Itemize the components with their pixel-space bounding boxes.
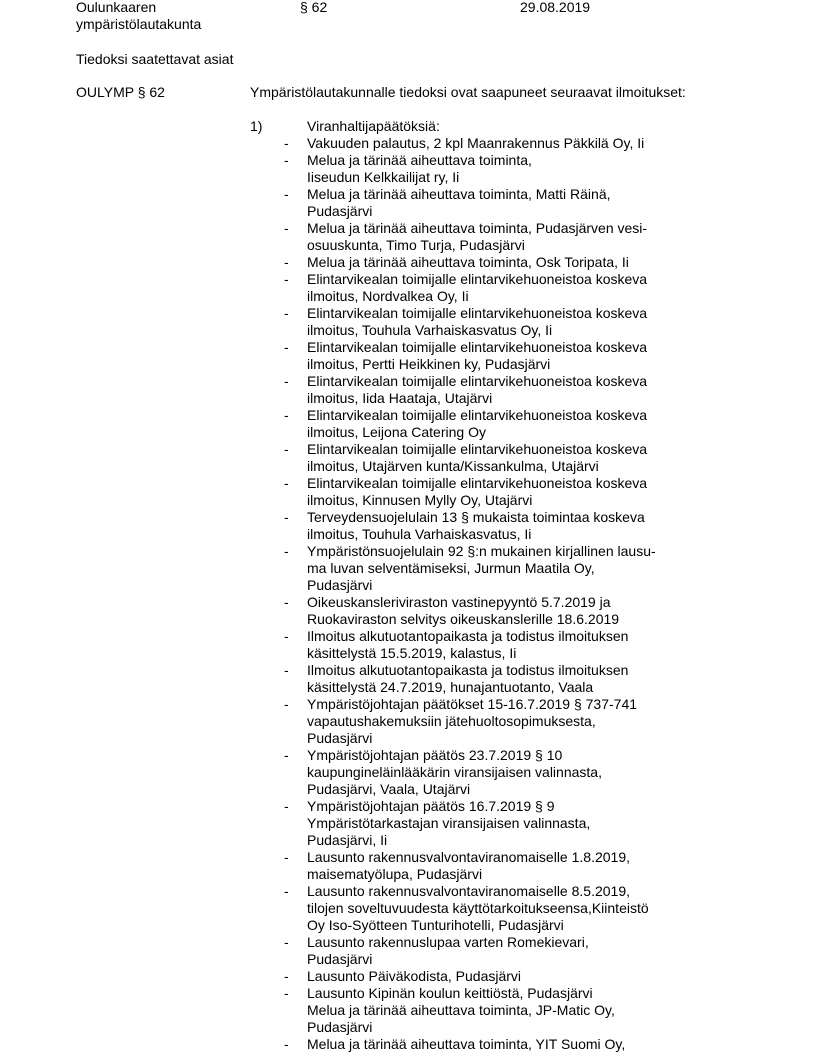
list-item-line: ilmoitus, Pertti Heikkinen ky, Pudasjärvi: [307, 356, 551, 372]
list-bullet: -: [284, 696, 289, 712]
list-item-line: Lausunto rakennusvalvontaviranomaiselle 8.5.2019,: [307, 883, 630, 899]
list-item-line: Pudasjärvi: [307, 730, 373, 746]
list-item-line: Ympäristöjohtajan päätös 16.7.2019 § 9: [307, 798, 555, 814]
list-item: [0, 662, 656, 696]
list-heading: Viranhaltijapäätöksiä:: [307, 118, 440, 134]
list-item-line: Elintarvikealan toimijalle elintarvikehuoneistoa koskeva: [307, 407, 648, 423]
list-item-line: Elintarvikealan toimijalle elintarvikehuoneistoa koskeva: [307, 373, 648, 389]
list-item-line: Melua ja tärinää aiheuttava toiminta,: [307, 152, 532, 168]
list-item-line: ilmoitus, Iida Haataja, Utajärvi: [307, 390, 493, 406]
list-bullet: -: [284, 849, 289, 865]
list-item: [0, 934, 656, 968]
header-organization-line: Oulunkaaren: [76, 0, 157, 15]
list-item: [0, 849, 656, 883]
list-item-line: Melua ja tärinää aiheuttava toiminta, Matti Räinä,: [307, 186, 611, 202]
list-item-line: Ilmoitus alkutuotantopaikasta ja todistus ilmoituksen: [307, 662, 629, 678]
list-item-line: Lausunto rakennusvalvontaviranomaiselle 1.8.2019,: [307, 849, 630, 865]
decisions-list: [0, 135, 656, 1053]
list-item-line: Iiseudun Kelkkailijat ry, Ii: [307, 169, 460, 185]
header-organization-line: ympäristölautakunta: [76, 16, 202, 32]
list-item-line: Oy Iso-Syötteen Tunturihotelli, Pudasjärvi: [307, 917, 564, 933]
list-bullet: -: [284, 968, 289, 984]
list-bullet: -: [284, 662, 289, 678]
list-number: 1): [250, 118, 263, 134]
list-item-line: Terveydensuojelulain 13 § mukaista toimintaa koskeva: [307, 509, 645, 525]
list-bullet: -: [284, 475, 289, 491]
list-bullet: -: [284, 798, 289, 814]
list-item: [0, 220, 656, 254]
list-bullet: -: [284, 152, 289, 168]
list-item-line: Elintarvikealan toimijalle elintarvikehuoneistoa koskeva: [307, 475, 648, 491]
list-item: [0, 696, 656, 747]
list-item-line: käsittelystä 24.7.2019, hunajantuotanto, Vaala: [307, 679, 594, 695]
list-item-line: ilmoitus, Utajärven kunta/Kissankulma, Utajärvi: [307, 458, 599, 474]
header-organization: [76, 0, 201, 33]
list-bullet: -: [284, 1036, 289, 1052]
list-bullet: -: [284, 883, 289, 899]
list-bullet: -: [284, 271, 289, 287]
list-item-line: ilmoitus, Kinnusen Mylly Oy, Utajärvi: [307, 492, 533, 508]
list-item-line: ma luvan selventämiseksi, Jurmun Maatila Oy,: [307, 560, 595, 576]
list-item: [0, 1036, 656, 1053]
list-item: [0, 883, 656, 934]
list-item-line: Pudasjärvi: [307, 577, 373, 593]
list-item: [0, 628, 656, 662]
list-item-line: Vakuuden palautus, 2 kpl Maanrakennus Päkkilä Oy, Ii: [307, 135, 645, 151]
list-item-line: Oikeuskansleriviraston vastinepyyntö 5.7.2019 ja: [307, 594, 611, 610]
list-bullet: -: [284, 985, 289, 1001]
list-item: [0, 509, 656, 543]
list-item-line: Elintarvikealan toimijalle elintarvikehuoneistoa koskeva: [307, 305, 648, 321]
list-item-line: ilmoitus, Touhula Varhaiskasvatus, Ii: [307, 526, 532, 542]
list-item-line: Pudasjärvi: [307, 951, 373, 967]
list-bullet: -: [284, 543, 289, 559]
header-section: § 62: [300, 0, 328, 15]
list-item-line: tilojen soveltuvuudesta käyttötarkoitukseensa,Kiinteistö: [307, 900, 649, 916]
list-item: [0, 152, 656, 186]
list-item: [0, 135, 656, 152]
list-item-line: Pudasjärvi, Vaala, Utajärvi: [307, 781, 471, 797]
list-item: [0, 798, 656, 849]
list-bullet: -: [284, 254, 289, 270]
list-bullet: -: [284, 135, 289, 151]
list-item: [0, 968, 656, 985]
list-item: [0, 186, 656, 220]
list-item-line: ilmoitus, Nordvalkea Oy, Ii: [307, 288, 469, 304]
list-bullet: -: [284, 373, 289, 389]
section-reference: OULYMP § 62: [76, 84, 165, 100]
list-item-line: Melua ja tärinää aiheuttava toiminta, YIT Suomi Oy,: [307, 1036, 626, 1052]
list-item-line: vapautushakemuksiin jätehuoltosopimuksesta,: [307, 713, 596, 729]
list-item: [0, 543, 656, 594]
list-item: [0, 305, 656, 339]
list-item: [0, 747, 656, 798]
list-item-line: Pudasjärvi: [307, 1019, 373, 1035]
list-item-line: Ympäristötarkastajan viransijaisen valinnasta,: [307, 815, 591, 831]
list-bullet: -: [284, 509, 289, 525]
list-item: [0, 441, 656, 475]
list-bullet: -: [284, 186, 289, 202]
list-bullet: -: [284, 594, 289, 610]
list-item-line: Lausunto rakennuslupaa varten Romekievari,: [307, 934, 589, 950]
list-item: [0, 594, 656, 628]
list-item-line: Ympäristöjohtajan päätökset 15-16.7.2019 § 737-741: [307, 696, 638, 712]
list-item-line: Ruokaviraston selvitys oikeuskanslerille 18.6.2019: [307, 611, 620, 627]
header-date: 29.08.2019: [520, 0, 591, 15]
list-item: [0, 254, 656, 271]
list-item: [0, 985, 656, 1036]
list-bullet: -: [284, 441, 289, 457]
list-bullet: -: [284, 934, 289, 950]
list-bullet: -: [284, 305, 289, 321]
intro-text: Ympäristölautakunnalle tiedoksi ovat saapuneet seuraavat ilmoitukset:: [250, 84, 686, 100]
list-item-line: ilmoitus, Touhula Varhaiskasvatus Oy, Ii: [307, 322, 553, 338]
list-item-line: Elintarvikealan toimijalle elintarvikehuoneistoa koskeva: [307, 441, 648, 457]
list-bullet: -: [284, 339, 289, 355]
list-item-line: Elintarvikealan toimijalle elintarvikehuoneistoa koskeva: [307, 271, 648, 287]
list-item: [0, 373, 656, 407]
list-bullet: -: [284, 220, 289, 236]
list-item-line: Ympäristönsuojelulain 92 §:n mukainen kirjallinen lausu-: [307, 543, 656, 559]
list-item-line: Melua ja tärinää aiheuttava toiminta, Pudasjärven vesi-: [307, 220, 648, 236]
list-bullet: -: [284, 628, 289, 644]
list-bullet: -: [284, 747, 289, 763]
list-item-line: Pudasjärvi, Ii: [307, 832, 388, 848]
list-item-line: ilmoitus, Leijona Catering Oy: [307, 424, 486, 440]
list-item-line: Melua ja tärinää aiheuttava toiminta, Osk Toripata, Ii: [307, 254, 629, 270]
list-item-line: Elintarvikealan toimijalle elintarvikehuoneistoa koskeva: [307, 339, 648, 355]
list-item: [0, 407, 656, 441]
list-item-line: käsittelystä 15.5.2019, kalastus, Ii: [307, 645, 517, 661]
list-bullet: -: [284, 407, 289, 423]
list-item-line: Melua ja tärinää aiheuttava toiminta, JP-Matic Oy,: [307, 1002, 615, 1018]
list-item-line: Lausunto Päiväkodista, Pudasjärvi: [307, 968, 522, 984]
list-item: [0, 339, 656, 373]
list-item-line: Ympäristöjohtajan päätös 23.7.2019 § 10: [307, 747, 563, 763]
list-item: [0, 271, 656, 305]
list-item-line: kaupungineläinlääkärin viransijaisen valinnasta,: [307, 764, 602, 780]
subject-title: Tiedoksi saatettavat asiat: [76, 51, 234, 67]
list-item-line: Pudasjärvi: [307, 203, 373, 219]
list-item-line: Ilmoitus alkutuotantopaikasta ja todistus ilmoituksen: [307, 628, 629, 644]
list-item: [0, 475, 656, 509]
list-item-line: maisematyölupa, Pudasjärvi: [307, 866, 483, 882]
list-item-line: osuuskunta, Timo Turja, Pudasjärvi: [307, 237, 525, 253]
list-item-line: Lausunto Kipinän koulun keittiöstä, Pudasjärvi: [307, 985, 593, 1001]
